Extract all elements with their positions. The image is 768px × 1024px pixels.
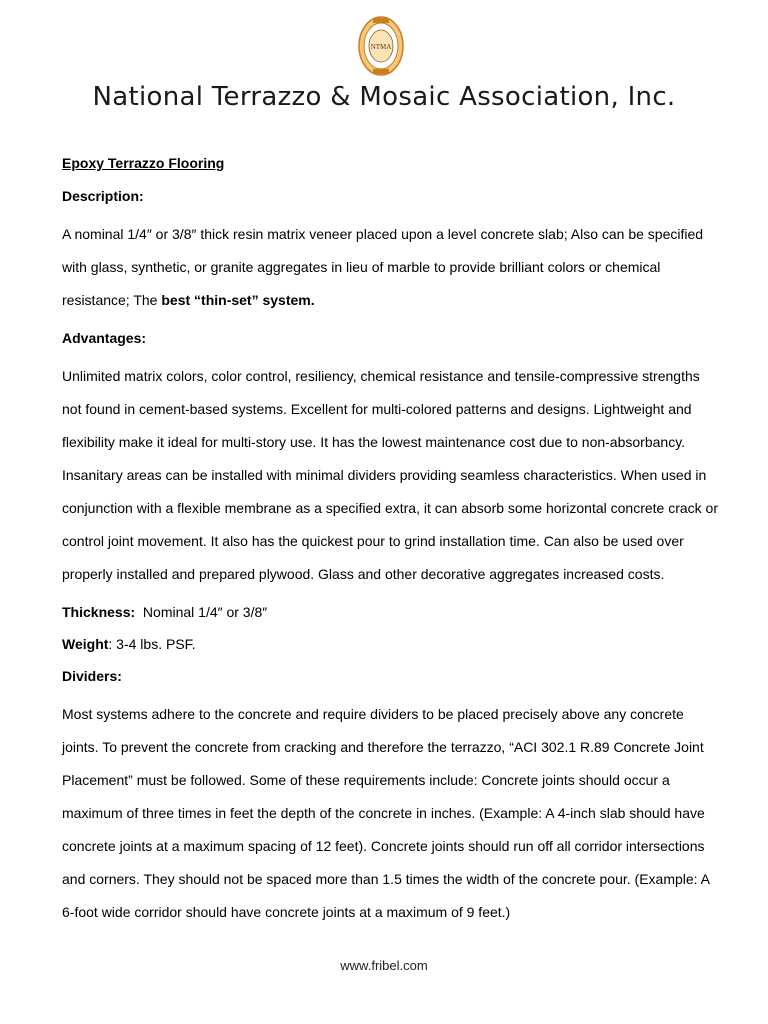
thickness-label: Thickness: <box>62 604 136 620</box>
document-title: Epoxy Terrazzo Flooring <box>62 155 225 171</box>
document-body <box>62 152 722 929</box>
logo-text: NTMA <box>370 43 392 51</box>
advantages-heading: Advantages: <box>62 330 147 346</box>
thickness-line <box>62 601 722 623</box>
description-text <box>62 218 722 317</box>
description-heading: Description: <box>62 188 144 204</box>
dividers-heading: Dividers: <box>62 668 122 684</box>
advantages-text: Unlimited matrix colors, color control, resiliency, chemical resistance and tensile-compressive strengths not found in cement-based systems. Excellent for multi-colored patterns and designs. Lightweight and flexibility make it ideal for multi-story use. It has the lowest maintenance cost due to non-absorbancy. Insanitary areas can be installed with minimal dividers providing seamless characteristics. When used in conjunction with a flexible membrane as a specified extra, it can absorb some horizontal concrete crack or control joint movement. It also has the quickest pour to grind installation time. Can also be used over properly installed and prepared plywood. Glass and other decorative aggregates increased costs. <box>62 368 718 582</box>
weight-value: : 3-4 lbs. PSF. <box>108 636 196 652</box>
description-tail: system. <box>258 292 315 308</box>
weight-label: Weight <box>62 636 109 652</box>
description-body: A nominal 1/4″ or 3/8″ thick resin matrix veneer placed upon a level concrete slab; Also can be specified with glass, synthetic, or granite aggregates in lieu of marble to provide brilliant colors or chemical resistance; The <box>62 226 704 308</box>
organization-title: National Terrazzo & Mosaic Association, Inc. <box>92 82 676 112</box>
description-emphasis: best “thin-set” <box>161 292 259 308</box>
weight-line <box>62 633 722 655</box>
ntma-logo-icon <box>356 14 406 82</box>
dividers-text: Most systems adhere to the concrete and require dividers to be placed precisely above any concrete joints. To prevent the concrete from cracking and therefore the terrazzo, “ACI 302.1 R.89 Concrete Joint Placement” must be followed. Some of these requirements include: Concrete joints should occur a maximum of three times in feet the depth of the concrete in inches. (Example: A 4-inch slab should have concrete joints at a maximum spacing of 12 feet). Concrete joints should run off all corridor intersections and corners. They should not be spaced more than 1.5 times the width of the concrete pour. (Example: A 6-foot wide corridor should have concrete joints at a maximum of 9 feet.) <box>62 706 710 920</box>
footer-url: www.fribel.com <box>340 958 428 973</box>
thickness-value: Nominal 1/4″ or 3/8″ <box>142 604 268 620</box>
